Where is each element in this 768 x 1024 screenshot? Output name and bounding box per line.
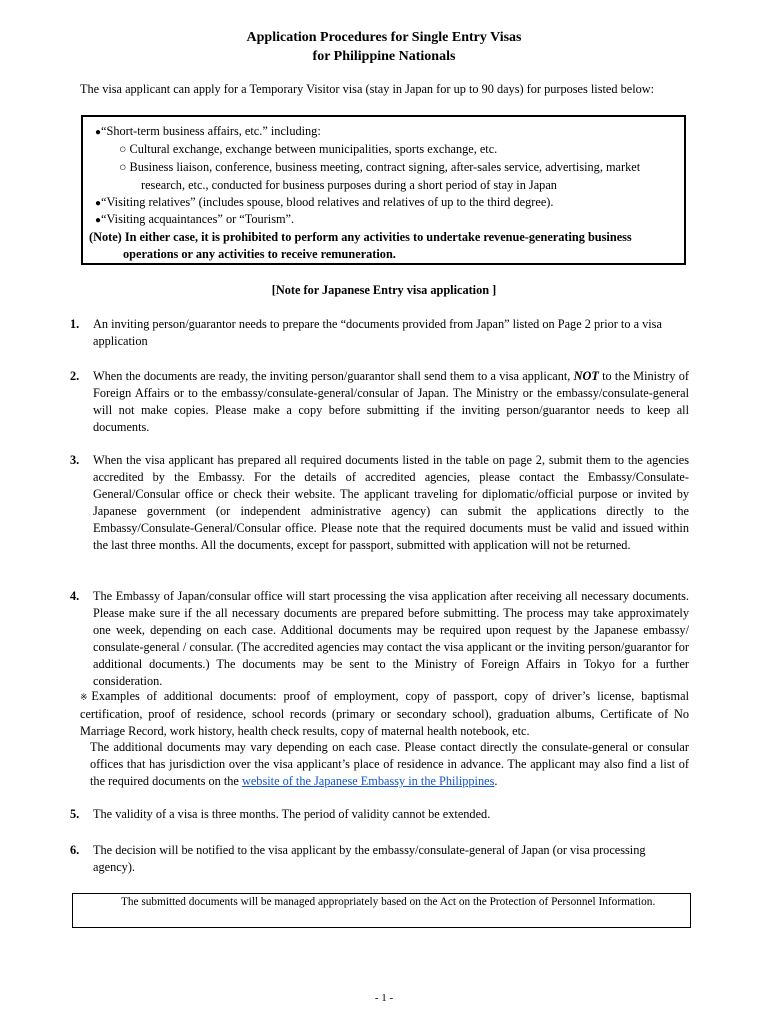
item-text: An inviting person/guarantor needs to prepare the “documents provided from Japan” listed on Page 2 prior to a visa application <box>93 317 662 348</box>
privacy-notice-box <box>72 893 691 928</box>
item-text: The validity of a visa is three months. The period of validity cannot be extended. <box>93 807 491 821</box>
purpose-bullet-business: ●“Short-term business affairs, etc.” including: <box>95 124 321 138</box>
circle-bullet-icon: ○ <box>119 142 130 156</box>
page-title <box>0 28 768 66</box>
item-number: 4. <box>70 589 80 603</box>
item-number: 6. <box>70 843 80 857</box>
purpose-sub-business-liaison: ○ Business liaison, conference, business meeting, contract signing, after-sales service, advertising, market <box>119 160 641 174</box>
embassy-website-link[interactable]: website of the Japanese Embassy in the Philippines <box>241 774 495 788</box>
item-text: The decision will be notified to the visa applicant by the embassy/consulate-general of Japan (or visa processing agency). <box>93 843 646 874</box>
purpose-sub-business-liaison-cont: research, etc., conducted for business purposes during a short period of stay in Japan <box>141 178 557 192</box>
title-line-1: Application Procedures for Single Entry Visas <box>246 30 522 45</box>
purpose-sub-cultural: ○ Cultural exchange, exchange between municipalities, sports exchange, etc. <box>119 142 498 156</box>
item-number: 5. <box>70 807 80 821</box>
bullet-dot-icon: ● <box>95 198 102 209</box>
purpose-bullet-tourism: ●“Visiting acquaintances” or “Tourism”. <box>95 212 295 226</box>
circle-bullet-icon: ○ <box>119 160 130 174</box>
purposes-box <box>81 115 686 265</box>
item-number: 3. <box>70 453 80 467</box>
additional-documents-note: The additional documents may vary depending on each case. Please contact directly the consulate-general or consular offices that has jurisdiction over the visa applicant’s place of residence in advance. The applicant may also find a list of the required documents on the website of the Japanese Embassy in the Philippines. <box>90 740 689 788</box>
privacy-notice-text: The submitted documents will be managed appropriately based on the Act on the Protection of Personnel Information. <box>121 896 656 908</box>
item-text: When the visa applicant has prepared all required documents listed in the table on page 2, submit them to the agencies accredited by the Embassy. For the details of accredited agencies, please contact the Embassy/Consulate-General/Consular office or check their website. The applicant traveling for diplomatic/official purpose or invited by Japanese government (or independent administrative agency) can submit the applications directly to the Embassy/Consulate-General/Consular office. Please note that the required documents must be valid and issued within the last three months. All the documents, except for passport, submitted with application will not be returned. <box>93 453 689 552</box>
reference-mark-icon: ※ <box>80 692 92 702</box>
procedure-item-1 <box>70 316 689 350</box>
page-number: - 1 - <box>374 992 394 1004</box>
note-heading: [Note for Japanese Entry visa application ] <box>271 283 497 297</box>
item-text: When the documents are ready, the inviting person/guarantor shall send them to a visa applicant, NOT to the Ministry of Foreign Affairs or to the embassy/consulate-general/consular of Japan. The Ministry or the embassy/consulate-general will not make copies. Please make a copy before submitting if the inviting person/guarantor needs to keep all documents. <box>93 369 689 434</box>
additional-documents-examples: ※Examples of additional documents: proof of employment, copy of passport, copy of driver’s license, baptismal certification, proof of residence, school records (primary or secondary school), graduation albums, Certificate of No Marriage Record, work history, health check results, copy of maternal health notebook, etc. <box>80 689 689 738</box>
item-text: The Embassy of Japan/consular office will start processing the visa application after receiving all necessary documents. Please make sure if the all necessary documents are prepared before submitting. The process may take approximately one week, depending on each case. Additional documents may be required upon request by the Japanese embassy/ consulate-general / consular. (The accredited agencies may contact the visa applicant or the inviting person/guarantor for additional documents.) The documents may be sent to the Ministry of Foreign Affairs in Tokyo for a further consideration. <box>93 589 689 688</box>
procedure-item-4 <box>70 588 689 690</box>
item-number: 2. <box>70 369 80 383</box>
purpose-note-line-1: (Note) In either case, it is prohibited to perform any activities to undertake revenue-generating business <box>89 230 632 244</box>
purpose-note-line-2: operations or any activities to receive remuneration. <box>123 247 396 261</box>
bullet-dot-icon: ● <box>95 127 102 138</box>
procedure-item-3 <box>70 452 689 554</box>
item-number: 1. <box>70 317 80 331</box>
procedure-item-2 <box>70 368 689 436</box>
intro-paragraph: The visa applicant can apply for a Temporary Visitor visa (stay in Japan for up to 90 days) for purposes listed below: <box>80 82 655 96</box>
purpose-bullet-relatives: ●“Visiting relatives” (includes spouse, blood relatives and relatives of up to the third degree). <box>95 195 554 209</box>
emphasis-not: NOT <box>573 369 599 383</box>
procedure-item-5 <box>70 806 689 823</box>
procedure-item-6 <box>70 842 689 876</box>
title-line-2: for Philippine Nationals <box>312 49 456 64</box>
bullet-dot-icon: ● <box>95 215 102 226</box>
